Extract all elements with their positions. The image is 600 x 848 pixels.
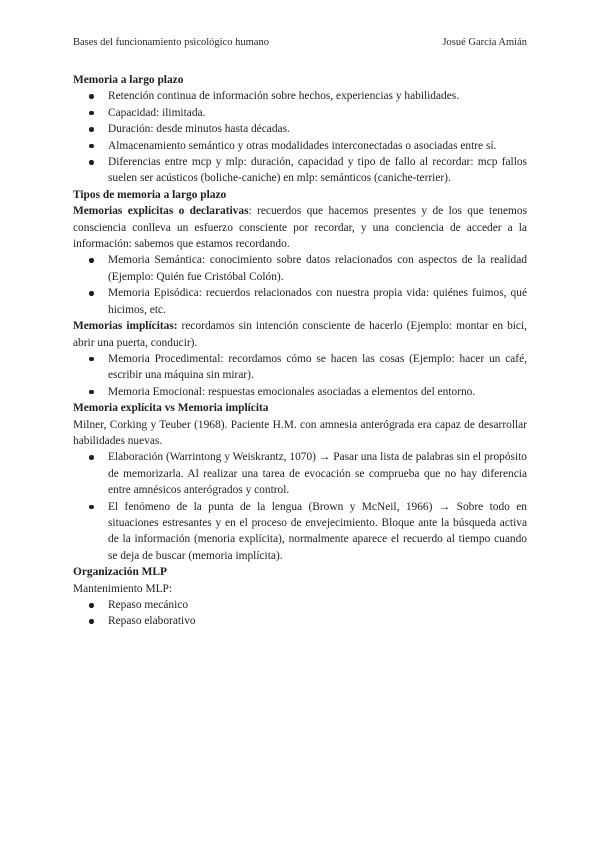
mlp-list bbox=[73, 88, 527, 186]
explicit-term: Memorias explícitas o declarativas bbox=[73, 205, 249, 218]
vs-intro: Milner, Corking y Teuber (1968). Paciente H.M. con amnesia anterógrada era capaz de desarrollar habilidades nuevas. bbox=[73, 418, 527, 447]
organizacion-intro: Mantenimiento MLP: bbox=[73, 582, 173, 595]
list-item: Diferencias entre mcp y mlp: duración, capacidad y tipo de fallo al recordar: mcp fallos suelen ser acústicos (boliche-caniche) en mlp: semánticos (caniche-terrier). bbox=[73, 154, 527, 187]
implicit-paragraph bbox=[73, 318, 527, 351]
list-item: Repaso mecánico bbox=[73, 597, 527, 613]
list-item: Memoria Procedimental: recordamos cómo se hacen las cosas (Ejemplo: hacer un café, escribir una máquina sin mirar). bbox=[73, 351, 527, 384]
list-item: Elaboración (Warrintong y Weiskrantz, 1070) → Pasar una lista de palabras sin el propósito de memorizarla. Al realizar una tarea de evocación se comprueba que no hay diferencia entre amnésicos anterógrados y control. bbox=[73, 449, 527, 498]
explicit-paragraph bbox=[73, 203, 527, 252]
header-title: Bases del funcionamiento psicológico humano bbox=[73, 37, 269, 48]
vs-list bbox=[73, 449, 527, 564]
list-item: Memoria Semántica: conocimiento sobre datos relacionados con aspectos de la realidad (Ejemplo: Quién fue Cristóbal Colón). bbox=[73, 252, 527, 285]
list-item: Memoria Emocional: respuestas emocionales asociadas a elementos del entorno. bbox=[73, 384, 527, 400]
page-header bbox=[73, 36, 527, 49]
organizacion-list bbox=[73, 597, 527, 630]
list-item: Duración: desde minutos hasta décadas. bbox=[73, 121, 527, 137]
implicit-text: recordamos sin intención consciente de hacerlo (Ejemplo: montar en bici, abrir una puerta, conducir). bbox=[73, 320, 527, 349]
list-item: Almacenamiento semántico y otras modalidades interconectadas o asociadas entre sí. bbox=[73, 138, 527, 154]
section-heading-tipos: Tipos de memoria a largo plazo bbox=[73, 188, 227, 201]
list-item: Retención continua de información sobre hechos, experiencias y habilidades. bbox=[73, 88, 527, 104]
section-heading-mlp: Memoria a largo plazo bbox=[73, 74, 184, 86]
section-heading-organizacion: Organización MLP bbox=[73, 566, 167, 579]
list-item: Memoria Episódica: recuerdos relacionados con nuestra propia vida: quiénes fuimos, qué hicimos, etc. bbox=[73, 285, 527, 318]
implicit-list bbox=[73, 351, 527, 400]
implicit-term: Memorias implícitas: bbox=[73, 320, 178, 333]
list-item: El fenómeno de la punta de la lengua (Brown y McNeil, 1966) → Sobre todo en situaciones estresantes y en el proceso de envejecimiento. Bloque ante la búsqueda activa de la información (menoria explícita), normalmente aparece el recuerdo al tiempo cuando se deja de buscar (memoria implícita). bbox=[73, 499, 527, 565]
header-author: Josué García Amián bbox=[442, 37, 527, 48]
document-content bbox=[73, 72, 527, 630]
explicit-text: : recuerdos que hacemos presentes y de los que tenemos consciencia conlleva un esfuerzo consciente por recordar, y una conciencia de acceder a la información: sabemos que estamos recordando. bbox=[73, 205, 527, 251]
section-heading-vs: Memoria explícita vs Memoria implícita bbox=[73, 402, 269, 415]
list-item: Capacidad: ilimitada. bbox=[73, 105, 527, 121]
list-item: Repaso elaborativo bbox=[73, 613, 527, 629]
explicit-list bbox=[73, 252, 527, 318]
